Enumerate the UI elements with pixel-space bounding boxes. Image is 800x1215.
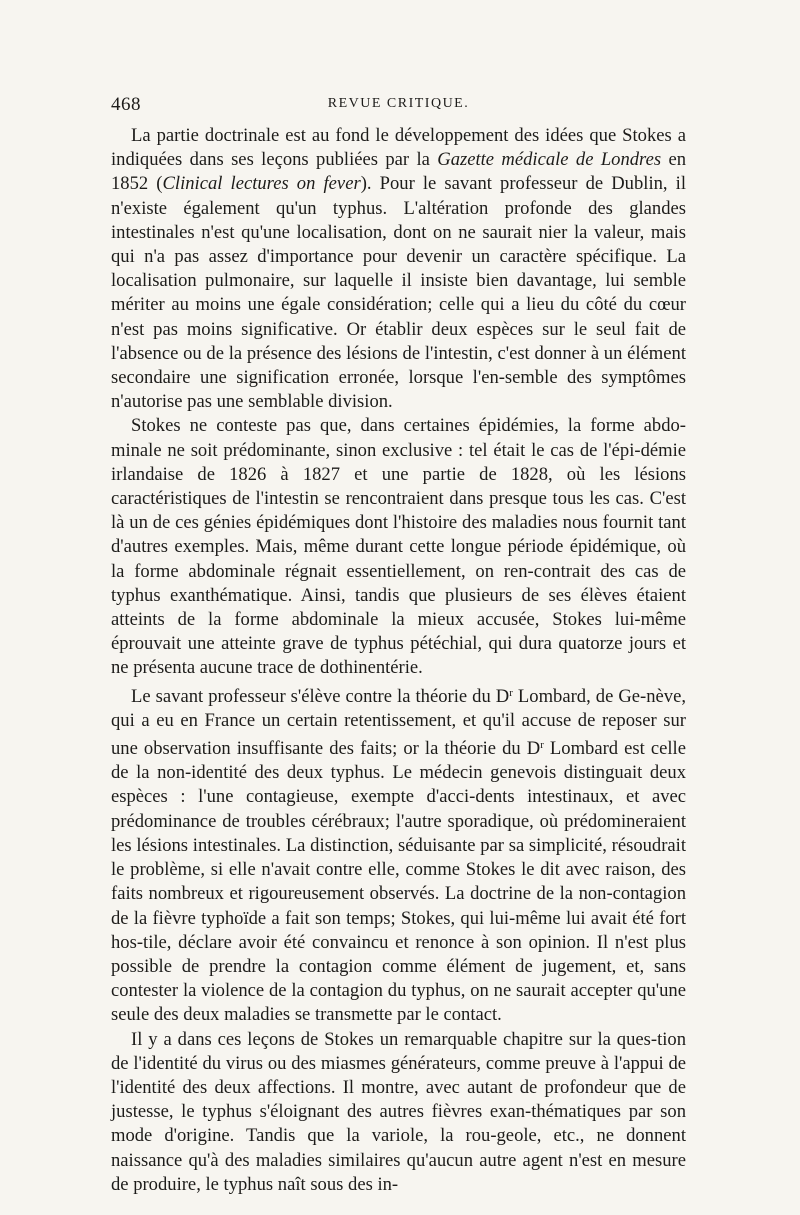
book-title: Clinical lectures on fever — [162, 173, 361, 195]
superscript: r — [540, 739, 544, 752]
paragraph-2: Stokes ne conteste pas que, dans certaines épidémies, la forme abdo-minale ne soit prédominante, sinon exclusive : tel était le cas de l'épi-démie irlandaise de 1826 à 1827 et une partie de 1828, où les lésions caractéristiques de l'intestin se rencontraient dans presque tous les cas. C'est là un de ces génies épidémiques dont l'histoire des maladies nous fournit tant d'autres exemples. Mais, même durant cette longue période épidémique, où la forme abdominale régnait essentiellement, on ren-contrait des cas de typhus exanthématique. Ainsi, tandis que plusieurs de ses élèves étaient atteints de la forme abdominale la mieux accusée, Stokes lui-même éprouvait une atteinte grave de typhus pétéchial, qui dura quatorze jours et ne présenta aucune trace de dothinentérie. — [111, 415, 686, 679]
paragraph-1: La partie doctrinale est au fond le développement des idées que Stokes a indiquées dans ses leçons publiées par la Gazette médicale de Londres en 1852 (Clinical lectures on fever). Pour le savant professeur de Dublin, il n'existe également qu'un typhus. L'altération profonde des glandes intestinales n'est qu'une localisation, dont on ne saurait nier la valeur, mais qui n'a pas assez d'importance pour devenir un caractère spécifique. La localisation pulmonaire, sur laquelle il insiste bien davantage, lui semble mériter au moins une égale considération; celle qui a lieu du côté du cœur n'est pas moins significative. Or établir deux espèces sur le seul fait de l'absence ou de la présence des lésions de l'intestin, c'est donner à un élément secondaire une signification erronée, lorsque l'en-semble des symptômes n'autorise pas une semblable division. — [111, 125, 687, 413]
body-text — [111, 124, 686, 1197]
paragraph-4: Il y a dans ces leçons de Stokes un remarquable chapitre sur la ques-tion de l'identité du virus ou des miasmes générateurs, comme preuve à l'appui de l'identité des deux affections. Il montre, avec autant de profondeur que de justesse, le typhus s'éloignant des autres fièvres exan-thématiques par son mode d'origine. Tandis que la variole, la rou-geole, etc., ne donnent naissance qu'à des maladies similaires qu'aucun autre agent n'est en mesure de produire, le typhus naît sous des in- — [111, 1028, 686, 1195]
paragraph-3: Le savant professeur s'élève contre la théorie du $D^r$ Lombard, de Ge-nève, qui a eu en France un certain retentissement, et qu'il accuse de reposer sur une observation insuffisante des faits; or la théorie du $D^r$ Lombard est celle de la non-identité des deux typhus. Le médecin genevois distinguait deux espèces : l'une contagieuse, exempte d'acci-dents intestinaux, et avec prédominance de troubles cérébraux; l'autre sporadique, où prédomineraient les lésions intestinales. La distinction, séduisante par sa simplicité, résoudrait le problème, si elle n'avait contre elle, comme Stokes le dit avec raison, des faits nombreux et rigoureusement observés. La doctrine de la non-contagion de la fièvre typhoïde a fait son temps; Stokes, qui lui-même lui avait été fort hos-tile, déclare avoir été convaincu et renonce à son opinion. Il n'est plus possible de prendre la contagion comme élément de jugement, et, sans contester la violence de la contagion du typhus, on ne saurait accepter qu'une seule des deux maladies se transmette par le contact. — [111, 685, 686, 1026]
journal-title: Gazette médicale de Londres — [437, 149, 662, 171]
superscript: r — [509, 686, 513, 699]
page-number: 468 — [111, 94, 141, 115]
running-title: REVUE CRITIQUE. — [327, 96, 470, 111]
book-page — [111, 94, 686, 1197]
running-head — [111, 94, 686, 124]
